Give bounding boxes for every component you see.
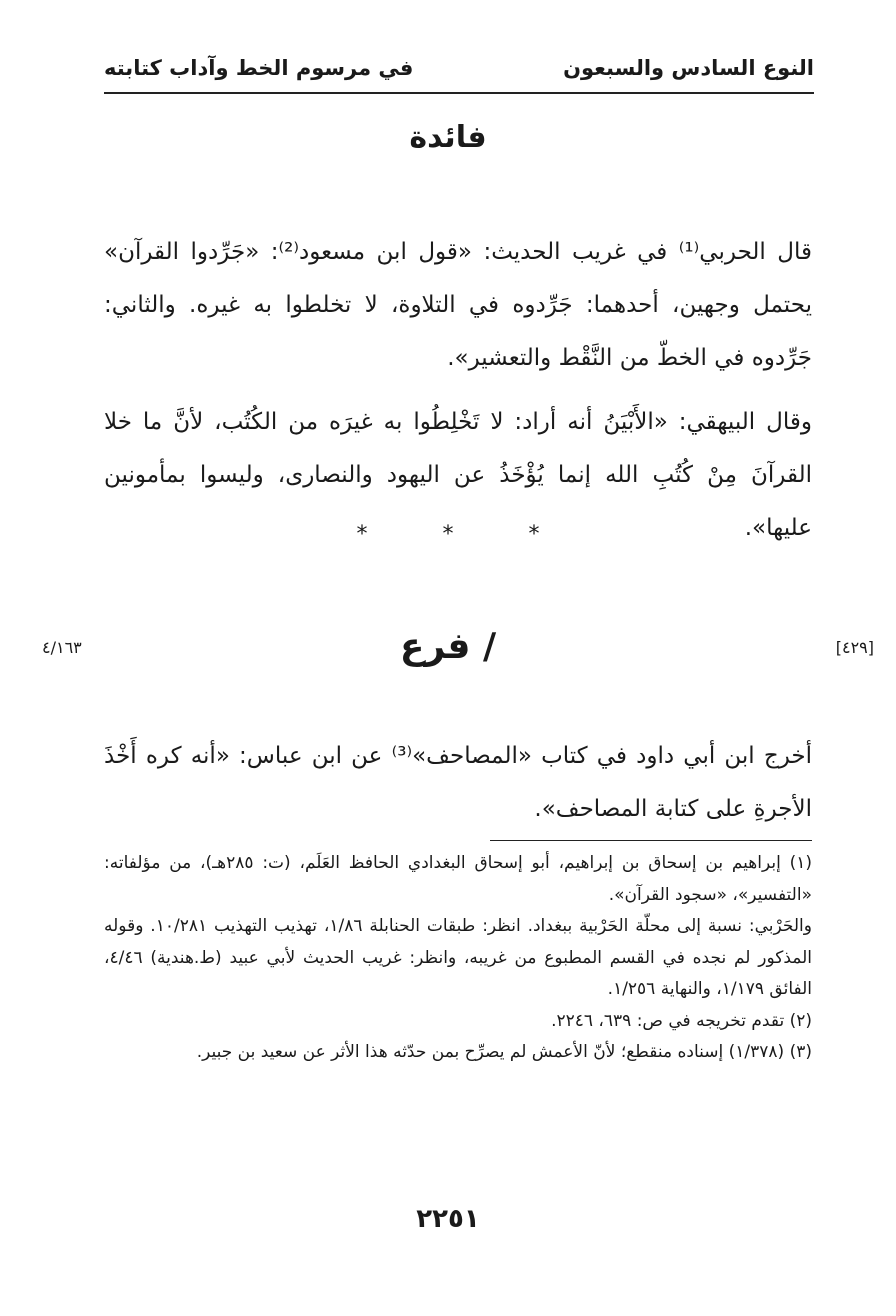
running-header — [104, 44, 814, 94]
section-title-faida: فائدة — [409, 120, 487, 155]
footnote-divider — [490, 840, 812, 841]
margin-reference-right: [٤٢٩] — [835, 638, 874, 657]
footnote-1: (١) إبراهيم بن إسحاق بن إبراهيم، أبو إسحاق البغدادي الحافظ العَلَم، (ت: ٢٨٥هـ)، من مؤلفاته: «التفسير»، «سجود القرآن». — [104, 853, 813, 905]
footnote-1-continued: والحَرْبي: نسبة إلى محلّة الحَرْبية ببغداد. انظر: طبقات الحنابلة ١/٨٦، تهذيب التهذيب ١٠/٢٨١. وقوله المذكور لم نجده في القسم المطبوع من غريبه، وانظر: غريب الحديث لأبي عبيد (ط.هندية) ٤/٤٦، الفائق ١/١٧٩، والنهاية ١/٢٥٦. — [104, 916, 812, 999]
footnote-2: (٢) تقدم تخريجه في ص: ٦٣٩، ٢٢٤٦. — [551, 1010, 812, 1031]
asterisk-separator: * * * — [356, 522, 574, 547]
footnote-3: (٣) (١/٣٧٨) إسناده منقطع؛ لأنّ الأعمش لم يصرِّح بمن حدّثه هذا الأثر عن سعيد بن جبير. — [196, 1042, 812, 1062]
paragraph-bayhaqi: وقال البيهقي: «الأَبْيَنُ أنه أراد: لا تَخْلِطُوا به غيرَه من الكُتُب، لأنَّ ما خلا القرآنَ مِنْ كُتُبِ الله إنما يُؤْخَذُ عن اليهود والنصارى، وليسوا بمأمونين عليها». — [104, 409, 812, 541]
footnotes — [104, 848, 812, 1069]
paragraph-harbi: قال الحربي⁽¹⁾ في غريب الحديث: «قول ابن مسعود⁽²⁾: «جَرِّدوا القرآن» يحتمل وجهين، أحدهما: جَرِّدوه في التلاوة، لا تخلطوا به غيره. والثاني: جَرِّدوه في الخطّ من النَّقْط والتعشير». — [104, 239, 812, 371]
header-right-title: النوع السادس والسبعون — [563, 56, 814, 80]
margin-reference-left: ٤/١٦٣ — [42, 638, 82, 657]
section-title-far: / فرع — [399, 626, 497, 667]
paragraph-ibn-abi-dawud: أخرج ابن أبي داود في كتاب «المصاحف»⁽³⁾ عن ابن عباس: «أنه كره أَخْذَ الأجرةِ على كتابة المصاحف». — [104, 743, 812, 822]
header-left-title: في مرسوم الخط وآداب كتابته — [104, 56, 414, 80]
page-number: ٢٢٥١ — [416, 1204, 480, 1234]
